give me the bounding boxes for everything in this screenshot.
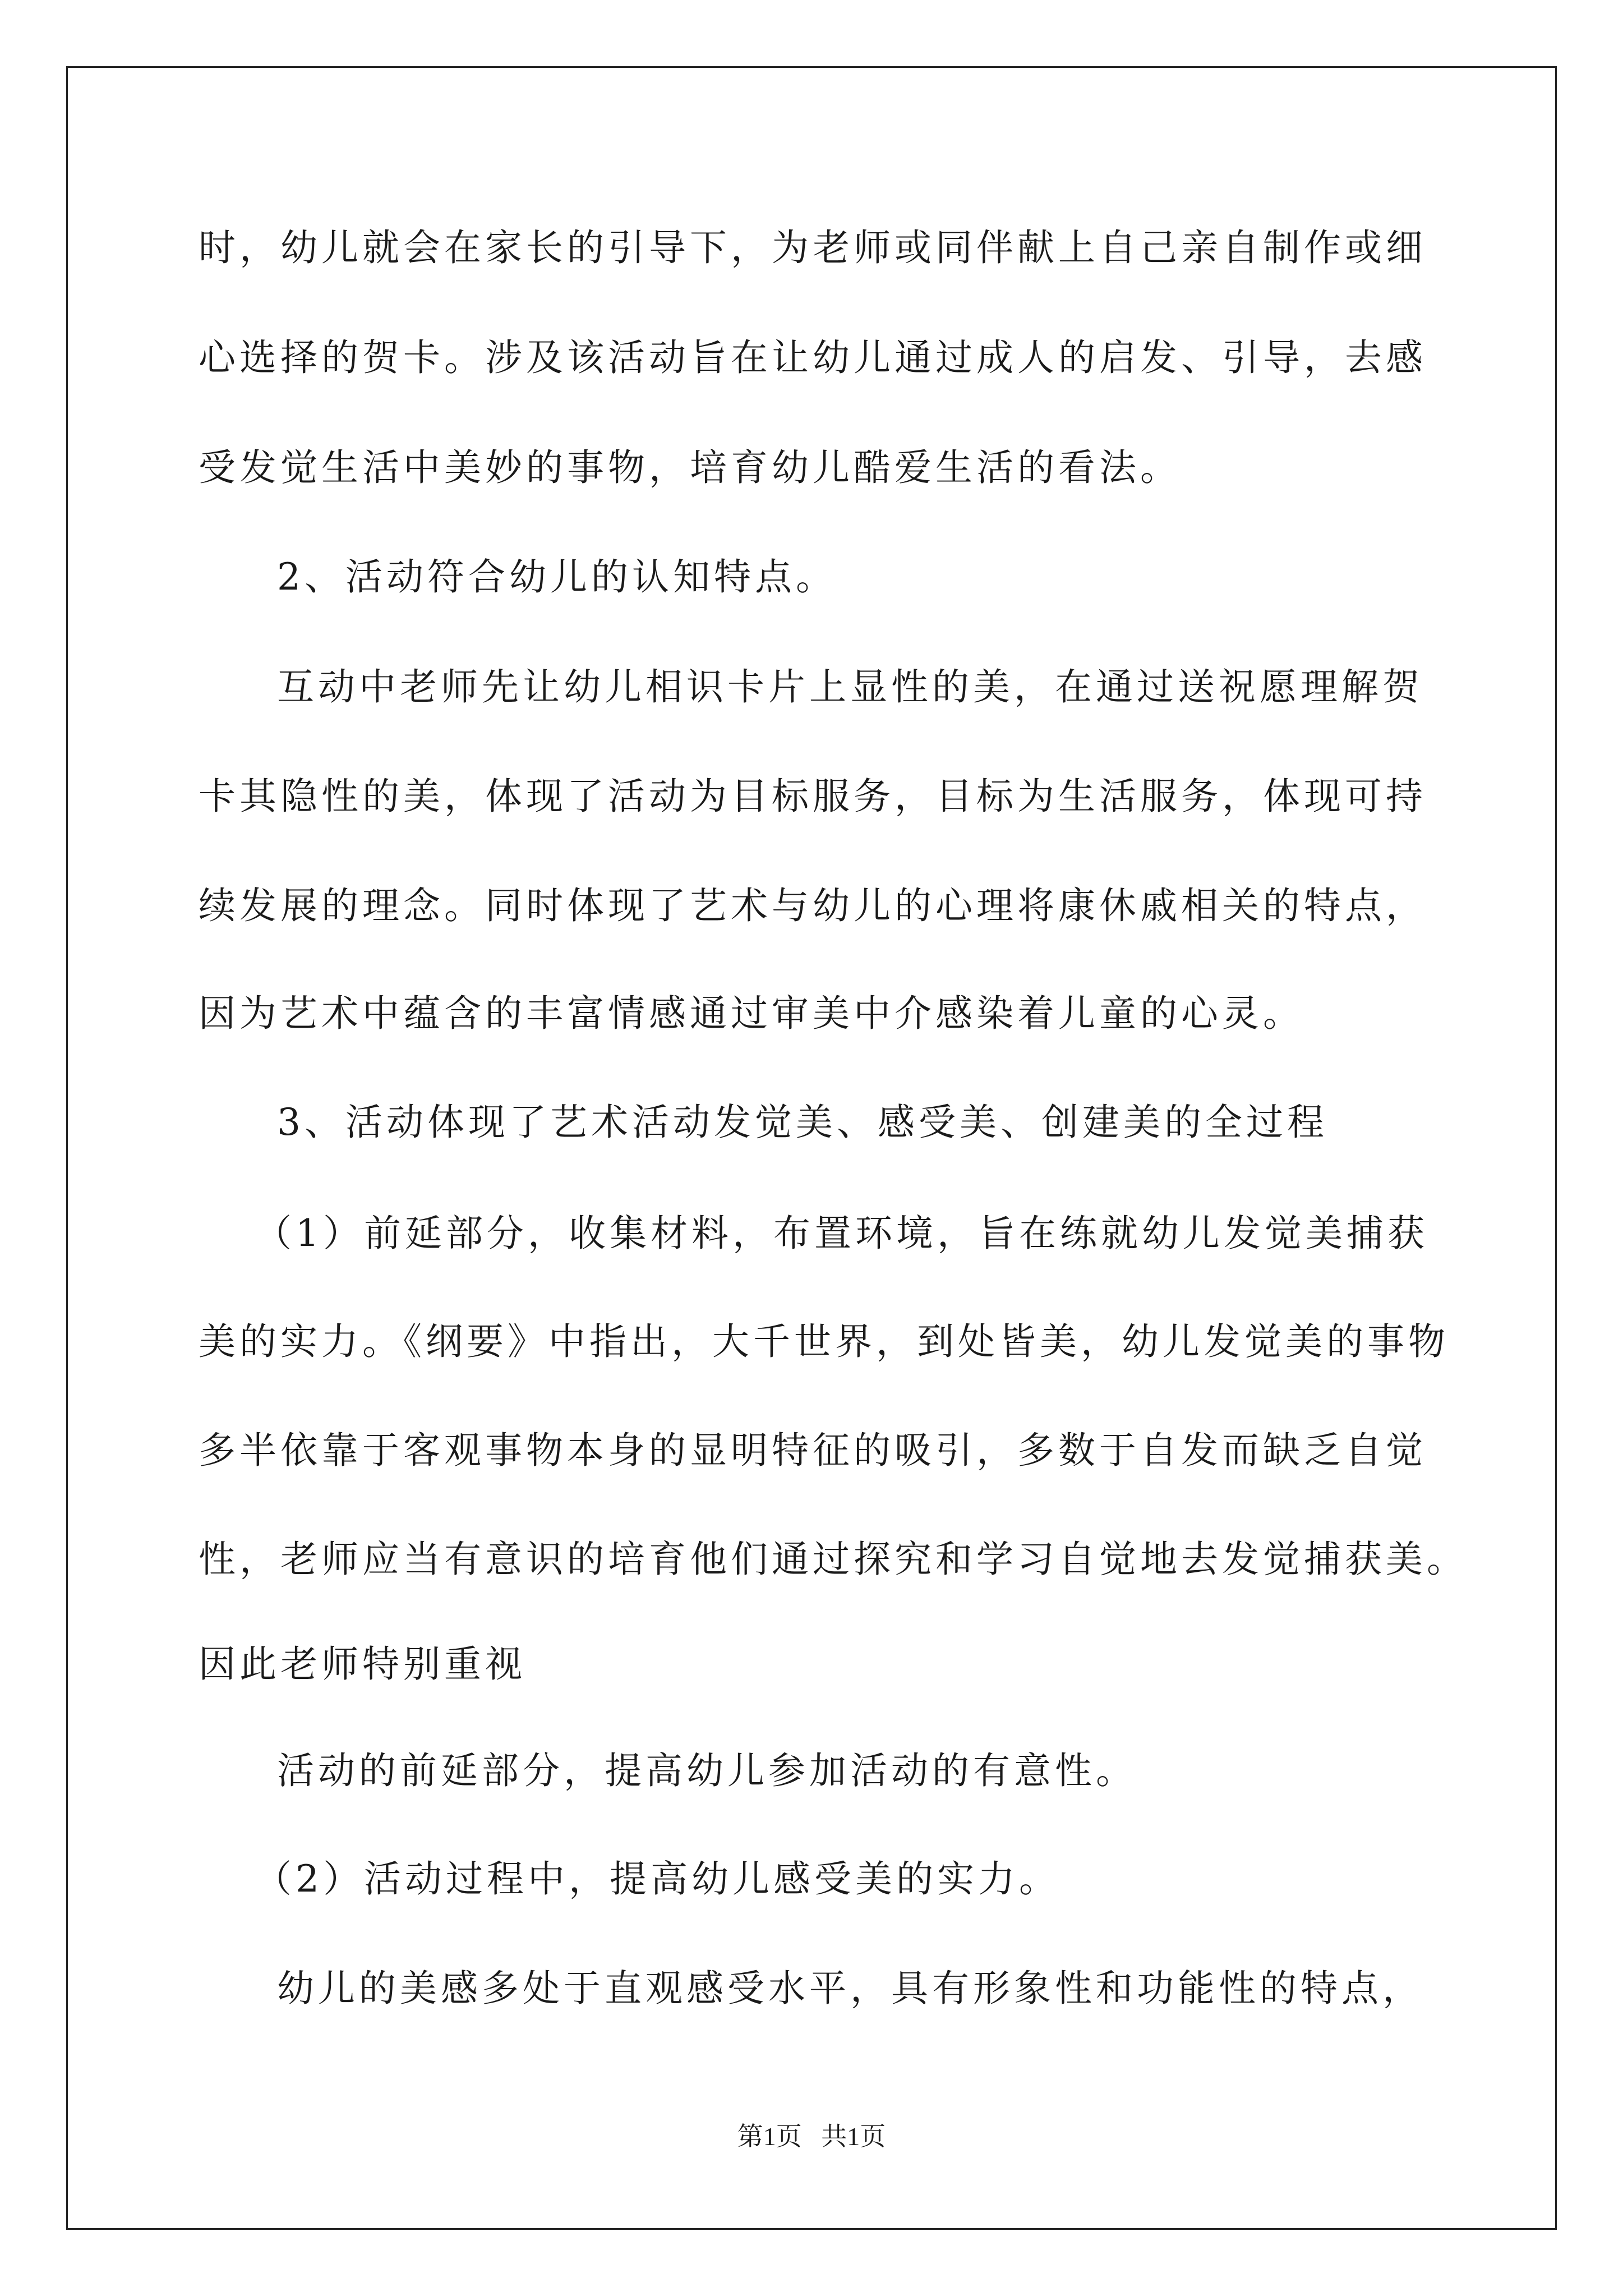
text-line: 3、活动体现了艺术活动发觉美、感受美、创建美的全过程 [277,1101,1328,1144]
page-footer: 第1页 共1页 [737,2122,886,2151]
text-line: 续发展的理念。同时体现了艺术与幼儿的心理将康休戚相关的特点， [199,884,1427,927]
text-line: 互动中老师先让幼儿相识卡片上显性的美，在通过送祝愿理解贺 [277,665,1423,708]
text-line: （1）前延部分，收集材料，布置环境，旨在练就幼儿发觉美捕获 [255,1212,1428,1255]
text-line: 卡其隐性的美，体现了活动为目标服务，目标为生活服务，体现可持 [199,775,1427,818]
text-line: 心选择的贺卡。涉及该活动旨在让幼儿通过成人的启发、引导，去感 [199,336,1427,379]
text-line: 性，老师应当有意识的培育他们通过探究和学习自觉地去发觉捕获美。 [199,1538,1468,1581]
text-line: （2）活动过程中，提高幼儿感受美的实力。 [255,1857,1060,1901]
text-line: 时，幼儿就会在家长的引导下，为老师或同伴献上自己亲自制作或细 [199,226,1427,269]
text-line: 多半依靠于客观事物本身的显明特征的吸引，多数于自发而缺乏自觉 [199,1429,1427,1472]
text-line: 美的实力。《纲要》中指出，大千世界，到处皆美，幼儿发觉美的事物 [199,1320,1449,1363]
text-line: 幼儿的美感多处于直观感受水平，具有形象性和功能性的特点， [277,1967,1423,2010]
text-line: 2、活动符合幼儿的认知特点。 [277,555,837,599]
text-line: 因为艺术中蕴含的丰富情感通过审美中介感染着儿童的心灵。 [199,992,1304,1035]
page-border [66,66,1557,2230]
text-line: 受发觉生活中美妙的事物，培育幼儿酷爱生活的看法。 [199,446,1181,489]
text-line: 活动的前延部分，提高幼儿参加活动的有意性。 [277,1749,1137,1792]
text-line: 因此老师特别重视 [199,1642,526,1686]
